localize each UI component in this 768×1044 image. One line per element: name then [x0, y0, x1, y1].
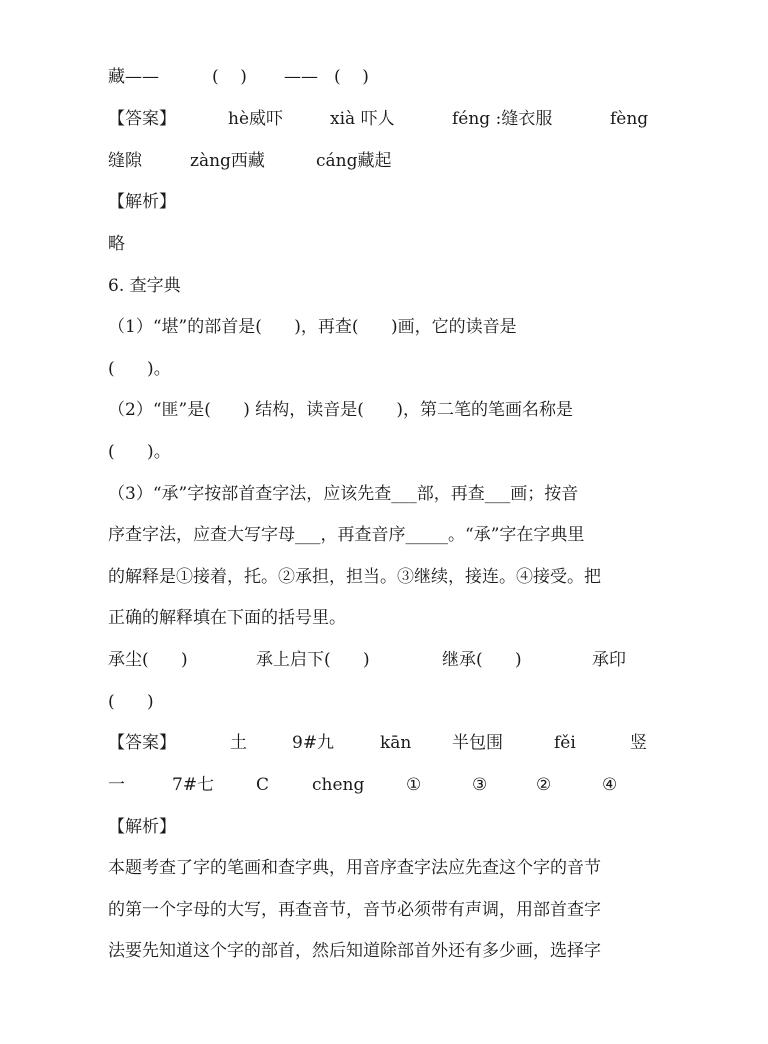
answer-item: fěi — [554, 733, 576, 753]
answer-item: féng :缝衣服 — [452, 109, 553, 129]
fill-item: 承印 — [592, 650, 626, 670]
answer-item: 缝隙 — [108, 151, 142, 171]
analysis-text: 略 — [108, 234, 125, 254]
fill-item: 承上启下( ) — [256, 650, 370, 670]
question-part-1: （1）“堪”的部首是( )，再查( )画，它的读音是 — [108, 317, 517, 337]
analysis-text-line: 本题考查了字的笔画和查字典，用音序查字法应先查这个字的音节 — [108, 858, 601, 878]
blank-paren: ( ) — [334, 67, 369, 87]
fill-item: 继承( ) — [442, 650, 522, 670]
fill-in-line — [108, 647, 626, 673]
question-part-2: （2）“匪”是( ) 结构，读音是( )，第二笔的笔画名称是 — [108, 400, 573, 420]
answer-line-3 — [108, 730, 647, 756]
answer-item: cáng藏起 — [316, 151, 392, 171]
analysis-label: 【解析】 — [108, 817, 176, 837]
answer-line-4 — [108, 772, 618, 798]
answer-label: 【答案】 — [108, 733, 176, 753]
answer-item: xià 吓人 — [330, 109, 395, 129]
dash: —— — [284, 67, 318, 87]
question-part-3: （3）“承”字按部首查字法，应该先查___部，再查___画；按音 — [108, 484, 579, 504]
answer-line-2 — [108, 148, 392, 174]
question-part-3-cont: 的解释是①接着，托。②承担，担当。③继续，接连。④接受。把 — [108, 567, 601, 587]
answer-label: 【答案】 — [108, 109, 176, 129]
question-part-3-cont: 正确的解释填在下面的括号里。 — [108, 608, 346, 628]
question-part-3-cont: 序查字法，应查大写字母___，再查音序_____。“承”字在字典里 — [108, 525, 585, 545]
answer-item: C — [256, 775, 270, 795]
answer-line-1 — [108, 106, 649, 132]
char-cang-prompt: 藏—— — [108, 67, 159, 87]
answer-item: 半包围 — [452, 733, 503, 753]
analysis-label: 【解析】 — [108, 192, 176, 212]
answer-item: ④ — [602, 775, 618, 795]
answer-item: 土 — [230, 733, 247, 753]
fill-in-line-2: ( ) — [108, 692, 154, 712]
answer-item: ① — [406, 775, 422, 795]
question-part-2-cont: ( )。 — [108, 442, 171, 462]
answer-item: fèng — [610, 109, 649, 129]
analysis-text-line: 的第一个字母的大写，再查音节，音节必须带有声调，用部首查字 — [108, 900, 601, 920]
answer-item: zàng西藏 — [190, 151, 265, 171]
answer-item: 9#九 — [292, 733, 335, 753]
answer-item: 7#七 — [172, 775, 215, 795]
answer-item: ② — [536, 775, 552, 795]
answer-item: ③ — [472, 775, 488, 795]
question-title: 6. 查字典 — [108, 276, 181, 296]
analysis-text-line: 法要先知道这个字的部首，然后知道除部首外还有多少画，选择字 — [108, 941, 601, 961]
answer-item: 一 — [108, 775, 125, 795]
answer-item: kān — [380, 733, 412, 753]
answer-item: cheng — [312, 775, 365, 795]
fill-item: 承尘( ) — [108, 650, 188, 670]
question-part-1-cont: ( )。 — [108, 359, 171, 379]
blank-paren: ( ) — [212, 67, 247, 87]
answer-item: hè威吓 — [228, 109, 284, 129]
answer-item: 竖 — [630, 733, 647, 753]
polyphone-question-line — [108, 64, 369, 90]
